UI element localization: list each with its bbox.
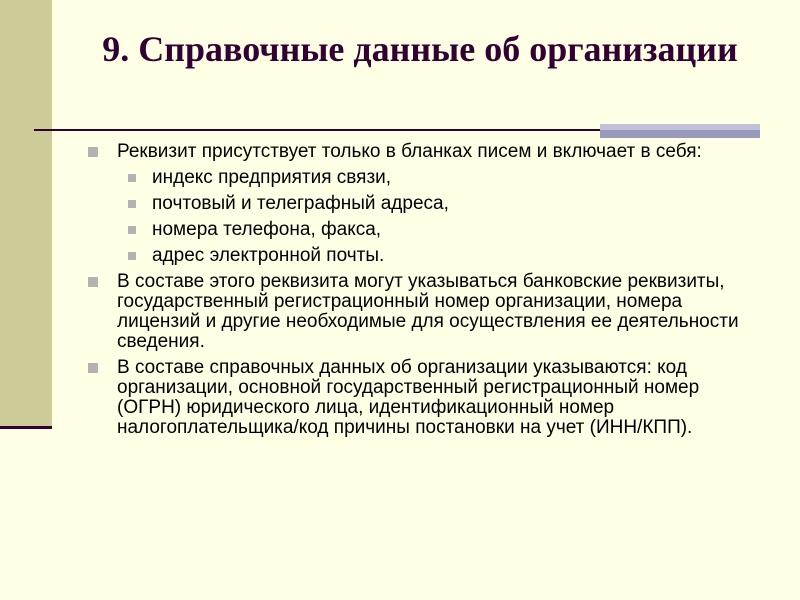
slide-title: 9. Справочные данные об организации (102, 29, 738, 69)
sub-bullet-text: номера телефона, факса, (152, 219, 382, 240)
left-decor-bar (0, 0, 52, 428)
square-bullet-icon (128, 226, 136, 234)
bullet-item (88, 358, 763, 438)
sub-bullet-item (128, 220, 763, 240)
square-bullet-icon (128, 200, 136, 208)
bullet-item (88, 272, 763, 352)
bullet-text: Реквизит присутствует только в бланках писем и включает в себя: (117, 141, 702, 162)
bullet-item (88, 142, 763, 162)
square-bullet-icon (128, 174, 136, 182)
sub-bullet-item (128, 168, 763, 188)
left-decor-line (0, 426, 52, 429)
bullet-text: В составе справочных данных об организации указываются: код организации, основной государственный регистрационный номер (ОГРН) юридического лица, идентификационный номер налогоплательщика/код причины постановки на учет (ИНН/КПП). (117, 357, 700, 438)
title-accent-dark (600, 130, 760, 138)
sub-bullet-item (128, 246, 763, 266)
sub-bullet-text: почтовый и телеграфный адреса, (152, 193, 449, 214)
square-bullet-icon (128, 252, 136, 260)
sub-bullet-text: индекс предприятия связи, (152, 167, 392, 188)
bullet-text: В составе этого реквизита могут указываться банковские реквизиты, государственный регистрационный номер организации, номера лицензий и другие необходимые для осуществления ее деятельности сведения. (117, 271, 739, 352)
sub-bullet-item (128, 194, 763, 214)
square-bullet-icon (88, 277, 98, 287)
sub-bullet-text: адрес электронной почты. (152, 245, 385, 266)
square-bullet-icon (88, 147, 98, 157)
square-bullet-icon (88, 363, 98, 373)
slide-content (88, 142, 763, 444)
